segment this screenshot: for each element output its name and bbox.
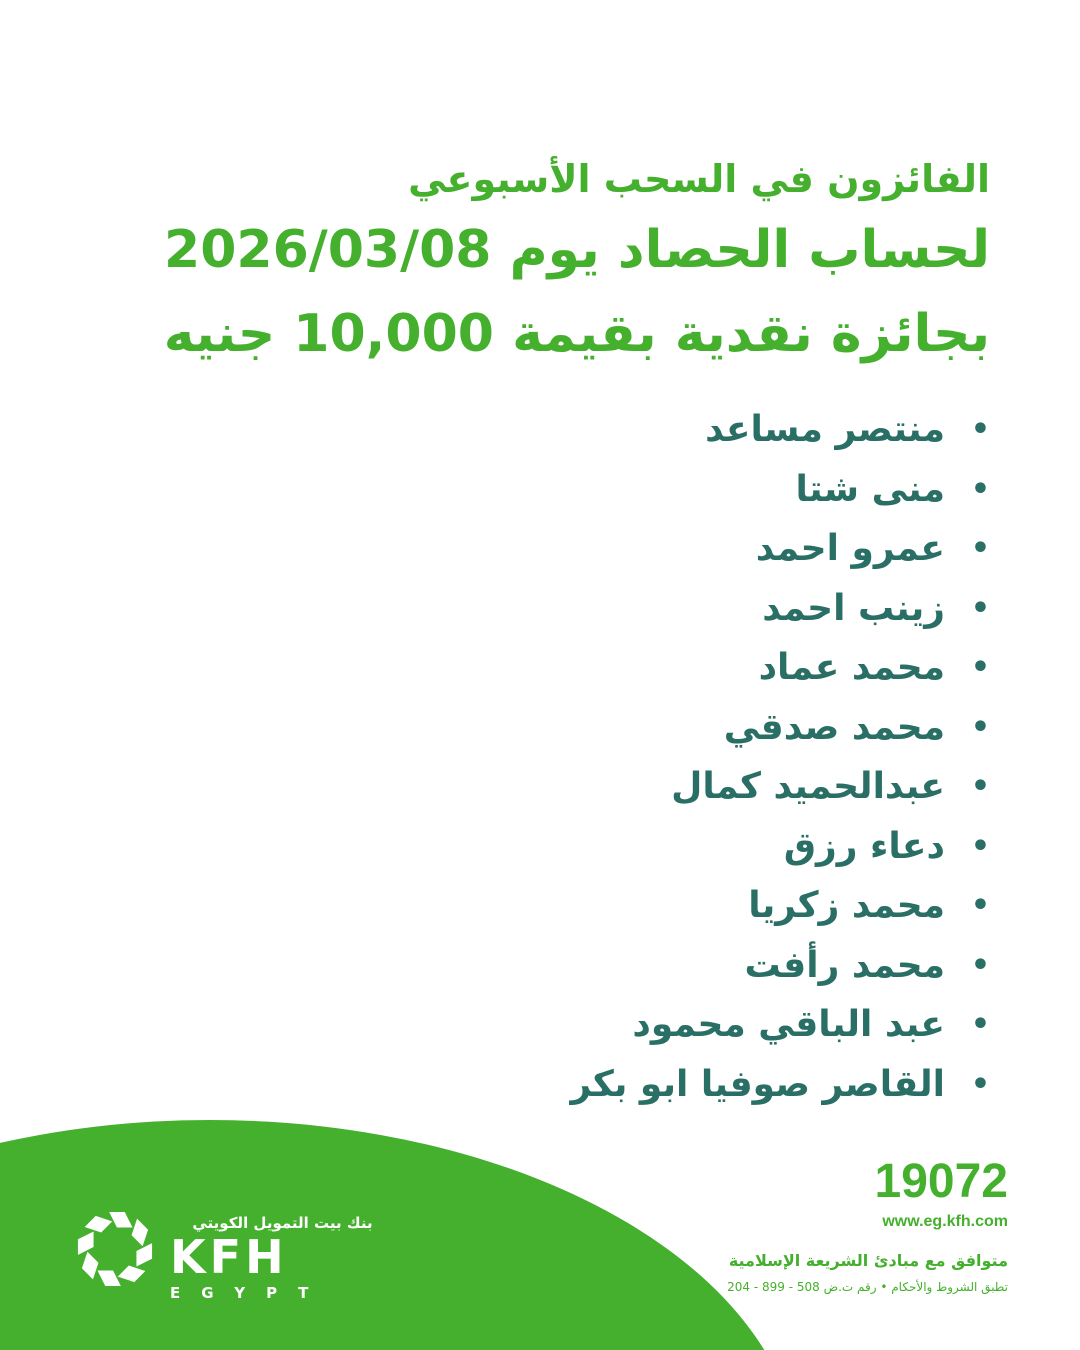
winner-item [190, 460, 990, 520]
bullet-icon: • [970, 412, 990, 447]
winner-name: زينب احمد [762, 587, 945, 629]
contact-block [588, 1152, 1008, 1296]
winner-name: القاصر صوفيا ابو بكر [570, 1063, 945, 1105]
logo-brand: KFH [170, 1230, 288, 1284]
winner-name: محمد زكريا [748, 885, 945, 926]
bullet-icon: • [970, 888, 990, 923]
winner-name: منتصر مساعد [705, 409, 945, 450]
winner-item [190, 638, 990, 698]
winner-item [190, 995, 990, 1055]
winner-item [190, 817, 990, 877]
winner-name: دعاء رزق [783, 825, 945, 867]
sharia-compliance-note: متوافق مع مبادئ الشريعة الإسلامية [728, 1251, 1008, 1270]
terms-note: تطبق الشروط والأحكام • رقم ت.ض 508 - 899 - 204 [727, 1280, 1008, 1294]
winner-item [190, 519, 990, 579]
bullet-icon: • [970, 828, 990, 864]
winners-list [190, 400, 990, 1114]
winner-item [190, 698, 990, 758]
hotline-number: 19072 [874, 1155, 1008, 1208]
logo-arabic-name: بنك بيت التمويل الكويتي [192, 1214, 373, 1232]
bullet-icon: • [970, 471, 990, 507]
bullet-icon: • [970, 650, 990, 685]
winner-name: عمرو احمد [755, 528, 945, 569]
website-link[interactable]: www.eg.kfh.com [882, 1213, 1008, 1230]
winner-name: عبدالحميد كمال [671, 766, 945, 807]
bullet-icon: • [970, 590, 990, 626]
winner-name: محمد عماد [758, 647, 945, 688]
winner-item [190, 579, 990, 639]
winner-name: محمد رأفت [744, 944, 945, 986]
bullet-icon: • [970, 947, 990, 983]
winner-item [190, 400, 990, 460]
winner-item [190, 1055, 990, 1115]
winner-item [190, 757, 990, 817]
headline-title: الفائزون في السحب الأسبوعي [408, 157, 990, 201]
winner-item [190, 936, 990, 996]
headline-prize: بجائزة نقدية بقيمة 10,000 جنيه [163, 304, 990, 364]
headline-account-date: لحساب الحصاد يوم 2026/03/08 [164, 220, 990, 280]
headline [90, 150, 990, 376]
bullet-icon: • [970, 709, 990, 745]
bullet-icon: • [970, 1066, 990, 1102]
bullet-icon: • [970, 531, 990, 566]
kfh-logo-icon [76, 1210, 154, 1288]
kfh-logo [76, 1210, 373, 1302]
winner-name: محمد صدقي [723, 706, 945, 748]
logo-country: EGYPT [170, 1284, 330, 1302]
bullet-icon: • [970, 1007, 990, 1042]
winner-name: منى شتا [795, 468, 945, 510]
winner-item [190, 876, 990, 936]
winner-name: عبد الباقي محمود [632, 1004, 945, 1045]
bullet-icon: • [970, 769, 990, 804]
